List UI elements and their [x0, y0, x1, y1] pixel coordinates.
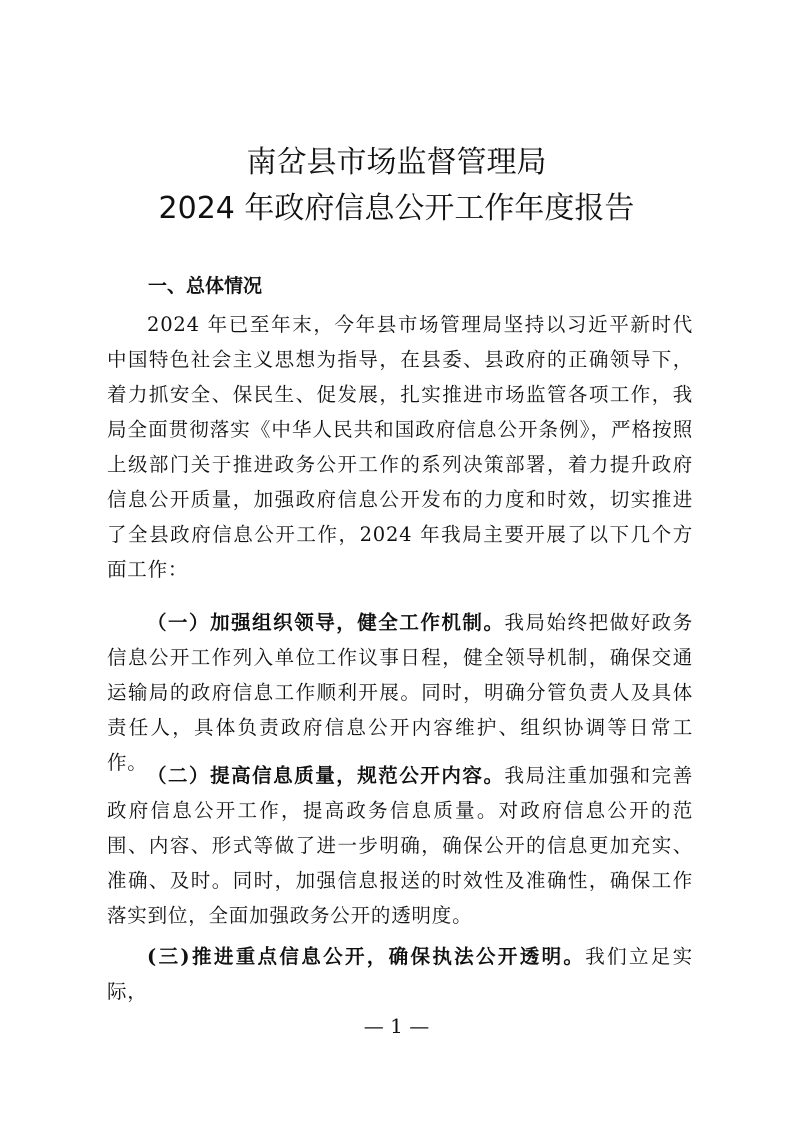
document-title [0, 140, 793, 232]
paragraph-overview: 2024 年已至年末，今年县市场管理局坚持以习近平新时代中国特色社会主义思想为指导，在县委、县政府的正确领导下，着力抓安全、保民生、促发展，扎实推进市场监管各项工作，我局全面贯彻落实《中华人民共和国政府信息公开条例》，严格按照上级部门关于推进政务公开工作的系列决策部署，着力提升政府信息公开质量，加强政府信息公开发布的力度和时效，切实推进了全县政府信息公开工作，2024 年我局主要开展了以下几个方面工作： [107, 313, 693, 581]
title-line-1: 南岔县市场监督管理局 [246, 145, 547, 180]
paragraph-key-info-lead: (三)推进重点信息公开，确保执法公开透明。 [147, 945, 586, 968]
paragraph-organization [107, 605, 693, 780]
paragraph-quality-body: 我局注重加强和完善政府信息公开工作，提高政务信息质量。对政府信息公开的范围、内容、形式等做了进一步明确，确保公开的信息更加充实、准确、及时。同时，加强信息报送的时效性及准确性，确保工作落实到位，全面加强政务公开的透明度。 [107, 764, 693, 927]
paragraph-quality [107, 758, 693, 933]
paragraph-organization-body: 我局始终把做好政务信息公开工作列入单位工作议事日程，健全领导机制，确保交通运输局的政府信息工作顺利开展。同时，明确分管负责人及具体责任人，具体负责政府信息公开内容维护、组织协调等日常工作。 [107, 611, 693, 774]
paragraph-quality-lead: （二）提高信息质量，规范公开内容。 [147, 764, 505, 787]
paragraph-key-info [107, 939, 693, 1009]
title-line-2: 2024 年政府信息公开工作年度报告 [158, 191, 635, 226]
paragraph-key-info-body: 我们立足实际， [107, 945, 693, 1003]
section-heading-overview: 一、总体情况 [148, 275, 263, 297]
paragraph-organization-lead: （一）加强组织领导，健全工作机制。 [147, 611, 505, 634]
page-number: — 1 — [363, 1014, 430, 1038]
